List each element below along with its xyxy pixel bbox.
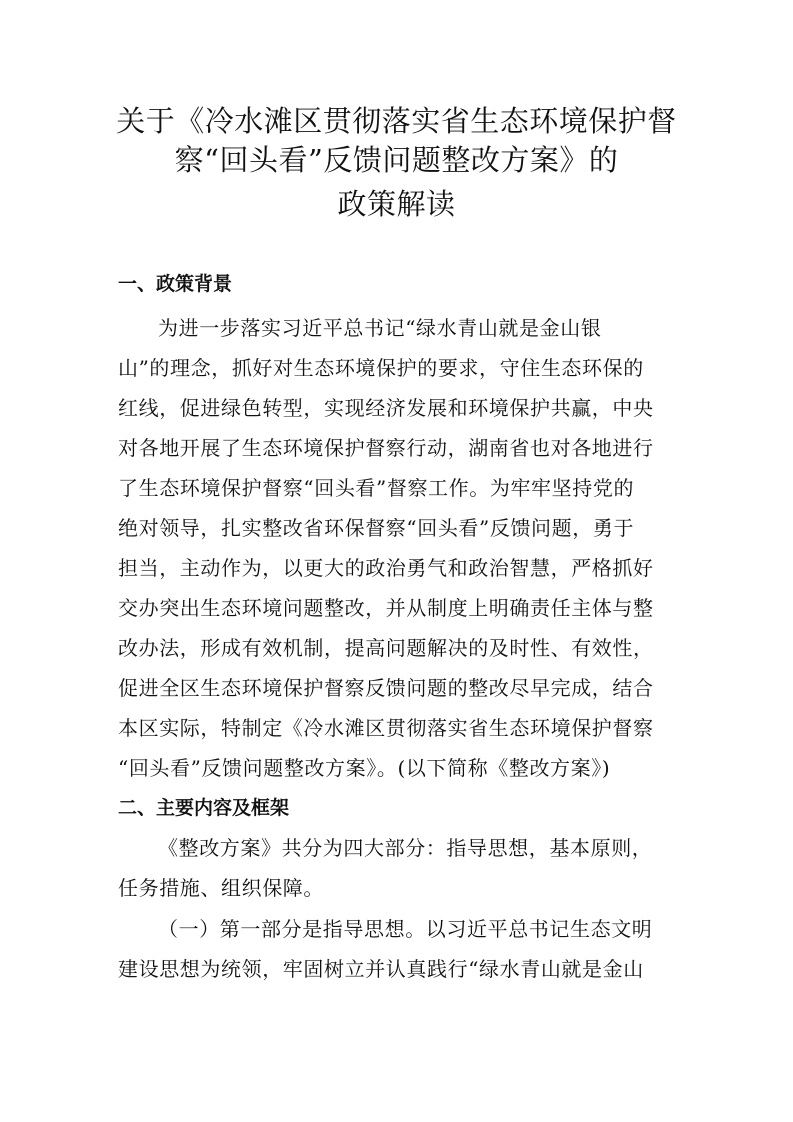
paragraph-line: 《整改方案》共分为四大部分：指导思想，基本原则， xyxy=(158,836,653,860)
paragraph-line: 交办突出生态环境问题整改，并从制度上明确责任主体与整 xyxy=(118,596,654,620)
section-heading-background: 一、政策背景 xyxy=(118,273,233,295)
paragraph-line: 绝对领导，扎实整改省环保督察“回头看”反馈问题，勇于 xyxy=(118,516,635,540)
section-heading-content: 二、主要内容及框架 xyxy=(118,797,290,819)
paragraph-line: “回头看”反馈问题整改方案》。(以下简称《整改方案》) xyxy=(118,756,611,780)
document-title-line-1: 关于《冷水滩区贯彻落实省生态环境保护督 xyxy=(116,104,677,138)
paragraph-line: 改办法，形成有效机制，提高问题解决的及时性、有效性， xyxy=(118,636,654,660)
paragraph-line: 了生态环境保护督察“回头看”督察工作。为牢牢坚持党的 xyxy=(118,476,635,500)
paragraph-line: 红线，促进绿色转型，实现经济发展和环境保护共赢，中央 xyxy=(118,396,654,420)
paragraph-line: 促进全区生态环境保护督察反馈问题的整改尽早完成，结合 xyxy=(118,676,654,700)
paragraph-line: 山”的理念，抓好对生态环境保护的要求，守住生态环保的 xyxy=(118,356,644,380)
paragraph-line: 任务措施、组织保障。 xyxy=(118,876,324,900)
paragraph-line: 建设思想为统领，牢固树立并认真践行“绿水青山就是金山 xyxy=(118,957,644,981)
paragraph-line: 本区实际，特制定《冷水滩区贯彻落实省生态环境保护督察 xyxy=(118,716,654,740)
document-title-line-2: 察“回头看”反馈问题整改方案》的 xyxy=(174,143,619,177)
paragraph-line: 为进一步落实习近平总书记“绿水青山就是金山银 xyxy=(158,316,602,340)
paragraph-line: （一）第一部分是指导思想。以习近平总书记生态文明 xyxy=(158,917,653,941)
paragraph-line: 对各地开展了生态环境保护督察行动，湖南省也对各地进行 xyxy=(118,436,654,460)
document-title-line-3: 政策解读 xyxy=(337,187,456,221)
paragraph-line: 担当，主动作为，以更大的政治勇气和政治智慧，严格抓好 xyxy=(118,556,654,580)
